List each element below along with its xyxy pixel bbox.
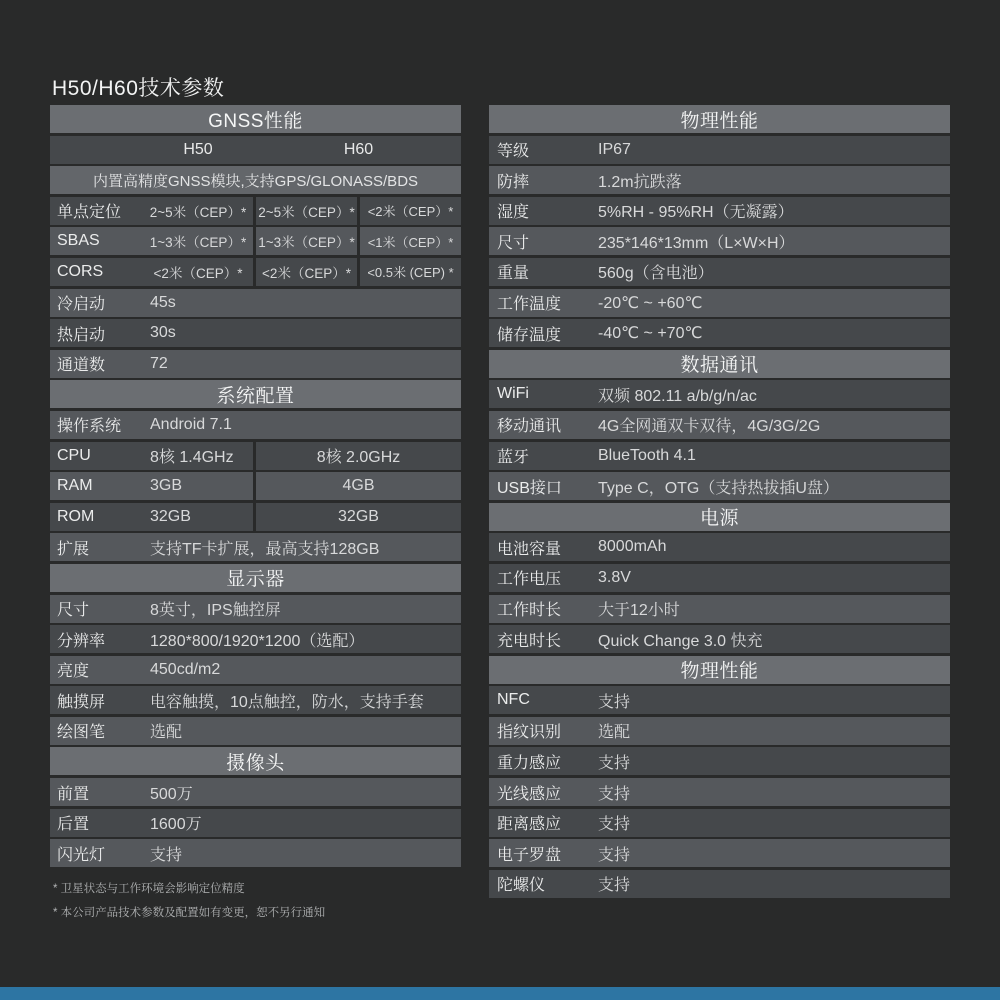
spec-row: [489, 166, 950, 194]
row-label: 距离感应: [497, 816, 562, 834]
row-value: 电容触摸，10点触控，防水，支持手套: [150, 693, 424, 711]
row-label: ROM: [57, 507, 95, 525]
row-cell: 3GB: [150, 477, 183, 495]
row-value: 72: [150, 354, 168, 372]
spec-row: [50, 778, 461, 806]
section-title: 系统配置: [216, 385, 295, 407]
spec-row: [50, 472, 461, 500]
row-cell: <1米（CEP）*: [367, 234, 454, 250]
row-cell: 1~3米（CEP）*: [149, 235, 247, 251]
row-label: 单点定位: [57, 204, 122, 222]
row-value: 大于12小时: [598, 602, 680, 619]
spec-row: [489, 778, 950, 806]
spec-row: [489, 564, 950, 592]
row-label: 重量: [497, 265, 530, 283]
section-header-row: [489, 105, 950, 133]
section-title: GNSS性能: [208, 110, 303, 132]
row-cell: <0.5米 (CEP) *: [367, 265, 454, 281]
spec-row: [50, 533, 461, 561]
left-spec-table: [50, 105, 461, 870]
spec-row: [489, 839, 950, 867]
spec-row: [489, 870, 950, 898]
section-title: 物理性能: [680, 110, 759, 132]
row-cell: 2~5米（CEP）*: [149, 204, 247, 220]
row-value: 45s: [150, 293, 176, 311]
footnote-accuracy: * 卫星状态与工作环境会影响定位精度: [53, 883, 245, 895]
section-title: 摄像头: [226, 752, 285, 774]
spec-row: [489, 380, 950, 408]
spec-row: [489, 411, 950, 439]
row-value: 支持TF卡扩展，最高支持128GB: [150, 540, 380, 558]
section-title: 数据通讯: [680, 355, 759, 377]
row-label: NFC: [497, 691, 530, 709]
row-label: 重力感应: [497, 754, 562, 772]
spec-row: [489, 197, 950, 225]
spec-row: [50, 656, 461, 684]
spec-row: [489, 258, 950, 286]
spec-row: [50, 136, 461, 164]
row-value: 支持: [598, 846, 631, 864]
row-value: 选配: [150, 724, 183, 742]
row-value: 1280*800/1920*1200（选配）: [150, 632, 365, 650]
spec-row: [50, 809, 461, 837]
row-value: 500万: [150, 785, 193, 803]
row-label: 热启动: [57, 326, 106, 344]
section-title: 电源: [699, 508, 739, 530]
section-header-row: [50, 105, 461, 133]
row-label: 尺寸: [497, 234, 530, 252]
spec-row: [50, 595, 461, 623]
spec-row: [50, 686, 461, 714]
row-value: 4G全网通双卡双待，4G/3G/2G: [598, 418, 821, 436]
section-header-row: [489, 350, 950, 378]
row-value: Android 7.1: [150, 415, 232, 433]
spec-row: [50, 503, 461, 531]
row-label: 工作时长: [497, 602, 562, 619]
spec-row: [50, 839, 461, 867]
spec-row: [489, 533, 950, 561]
spec-row: [489, 136, 950, 164]
section-header-row: [489, 656, 950, 684]
row-value: -20℃ ~ +60℃: [598, 294, 703, 312]
row-label: 尺寸: [57, 602, 90, 619]
row-label: CPU: [57, 446, 91, 464]
row-label: 工作温度: [497, 296, 562, 314]
bottom-accent-bar: [0, 987, 1000, 1000]
spec-row: [489, 227, 950, 255]
row-label: 电池容量: [497, 540, 562, 558]
row-label: 工作电压: [497, 571, 562, 589]
row-value: 8英寸，IPS触控屏: [150, 602, 281, 619]
spec-row: [489, 686, 950, 714]
row-cell: 8核 1.4GHz: [150, 449, 234, 467]
row-value: 支持: [598, 693, 631, 711]
row-label: 储存温度: [497, 326, 562, 344]
row-cell: 4GB: [342, 477, 375, 495]
row-label: 光线感应: [497, 785, 562, 803]
spec-row: [489, 319, 950, 347]
section-title: 物理性能: [680, 661, 759, 683]
row-label: USB接口: [497, 479, 562, 497]
row-cell: <2米（CEP）*: [367, 204, 454, 220]
row-value: 1.2m抗跌落: [598, 173, 682, 191]
row-label: 湿度: [497, 204, 530, 222]
row-cell: <2米（CEP）*: [262, 265, 351, 281]
row-label: 陀螺仪: [497, 877, 546, 895]
row-label: 前置: [57, 785, 90, 803]
row-label: 操作系统: [57, 418, 122, 436]
row-label: 防摔: [497, 173, 530, 191]
row-label: 等级: [497, 143, 530, 161]
section-header-row: [50, 564, 461, 592]
row-label: SBAS: [57, 232, 100, 250]
row-label: WiFi: [497, 385, 529, 403]
row-value: 450cd/m2: [150, 660, 221, 678]
row-label: 后置: [57, 816, 90, 834]
row-value: 1600万: [150, 816, 202, 834]
row-value: 支持: [598, 816, 631, 834]
row-value: Type C，OTG（支持热拔插U盘）: [598, 479, 839, 497]
row-value: 235*146*13mm（L×W×H）: [598, 234, 795, 252]
spec-row: [50, 319, 461, 347]
section-header-row: [50, 747, 461, 775]
footnotes: [53, 877, 325, 925]
right-spec-table: [489, 105, 950, 900]
row-label: 电子罗盘: [497, 846, 562, 864]
section-header-row: [489, 503, 950, 531]
row-label: 通道数: [57, 357, 106, 375]
row-value: 3.8V: [598, 568, 631, 586]
spec-row: [489, 809, 950, 837]
spec-row: [50, 227, 461, 255]
spec-row: [50, 442, 461, 470]
row-value: 560g（含电池）: [598, 265, 714, 283]
spec-row: [50, 166, 461, 194]
row-label: 蓝牙: [497, 449, 530, 467]
spec-row: [489, 625, 950, 653]
spec-row: [489, 747, 950, 775]
spec-row: [50, 289, 461, 317]
row-value: 8000mAh: [598, 538, 667, 556]
row-label: 移动通讯: [497, 418, 562, 436]
row-value: BlueTooth 4.1: [598, 446, 696, 464]
model-name: H50: [183, 140, 213, 158]
footnote-change-notice: * 本公司产品技术参数及配置如有变更，恕不另行通知: [53, 907, 326, 919]
row-value: 选配: [598, 724, 631, 742]
spec-row: [50, 717, 461, 745]
row-cell: 1~3米（CEP）*: [258, 235, 355, 251]
row-label: 亮度: [57, 663, 90, 681]
spec-row: [489, 595, 950, 623]
row-value: -40℃ ~ +70℃: [598, 325, 703, 343]
row-label: 绘图笔: [57, 724, 106, 742]
row-value: 支持: [598, 877, 631, 895]
row-label: 扩展: [57, 540, 90, 558]
spec-row: [489, 289, 950, 317]
page-title: H50/H60技术参数: [52, 77, 225, 100]
row-value: 内置高精度GNSS模块,支持GPS/GLONASS/BDS: [92, 172, 419, 190]
row-label: 分辨率: [57, 632, 106, 650]
row-label: 充电时长: [497, 632, 562, 650]
row-label: RAM: [57, 477, 93, 495]
row-label: 闪光灯: [57, 846, 106, 864]
row-cell: 8核 2.0GHz: [316, 449, 401, 467]
spec-row: [50, 197, 461, 225]
spec-row: [50, 625, 461, 653]
model-name: H60: [343, 140, 374, 158]
row-label: 指纹识别: [497, 724, 562, 742]
row-value: 支持: [598, 754, 631, 772]
row-cell: 2~5米（CEP）*: [258, 204, 355, 220]
spec-row: [50, 258, 461, 286]
row-value: 支持: [150, 846, 183, 864]
row-value: 30s: [150, 324, 176, 342]
row-cell: 32GB: [150, 507, 191, 525]
row-label: CORS: [57, 262, 104, 280]
row-value: IP67: [598, 140, 631, 158]
row-value: 双频 802.11 a/b/g/n/ac: [598, 387, 757, 405]
row-value: 5%RH - 95%RH（无凝露）: [598, 204, 794, 222]
row-cell: 32GB: [338, 507, 379, 525]
spec-row: [489, 717, 950, 745]
row-label: 冷启动: [57, 296, 106, 314]
row-value: 支持: [598, 785, 631, 803]
row-value: Quick Change 3.0 快充: [598, 632, 763, 650]
row-cell: <2米（CEP）*: [153, 265, 243, 281]
section-title: 显示器: [226, 569, 285, 591]
spec-row: [489, 442, 950, 470]
spec-row: [50, 411, 461, 439]
section-header-row: [50, 380, 461, 408]
row-label: 触摸屏: [57, 693, 106, 711]
spec-row: [50, 350, 461, 378]
spec-row: [489, 472, 950, 500]
